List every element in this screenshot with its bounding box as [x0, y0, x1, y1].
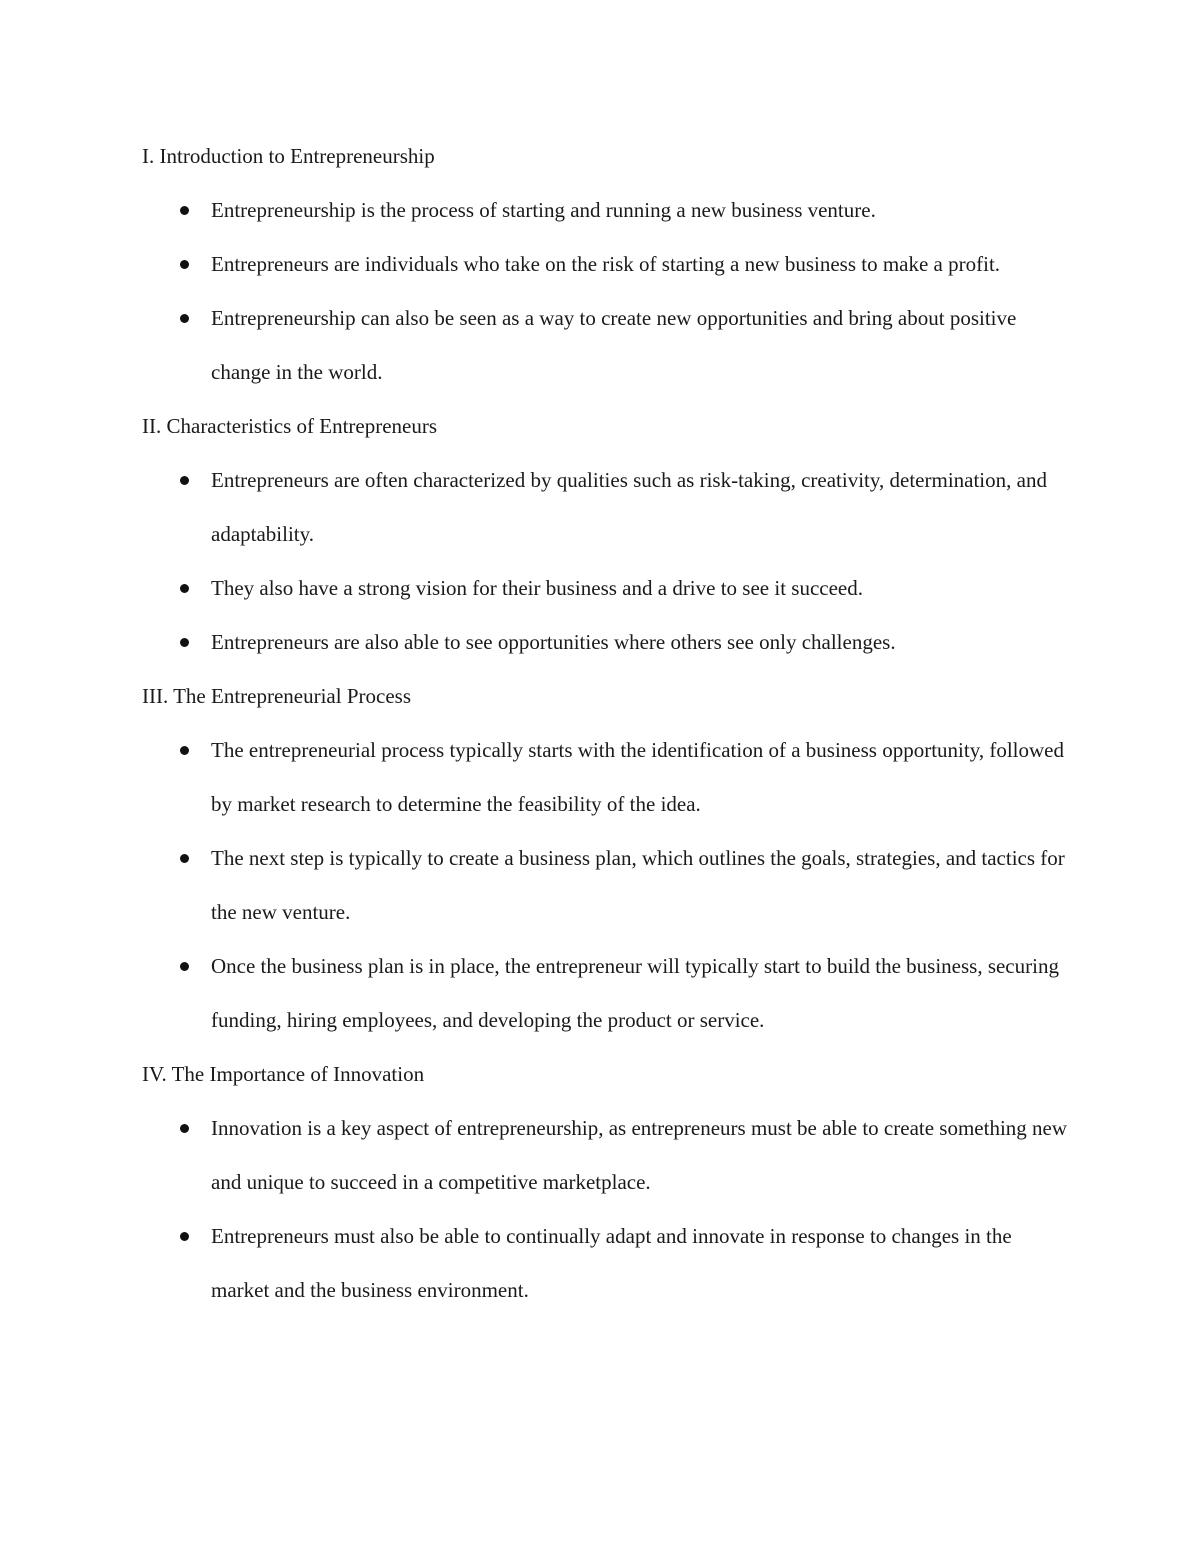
section-innovation — [142, 1047, 1072, 1317]
bullet-list — [142, 1101, 1072, 1317]
bullet-icon — [180, 1232, 189, 1241]
bullet-icon — [180, 746, 189, 755]
list-item-text: Entrepreneurs are often characterized by qualities such as risk-taking, creativity, determination, and adaptability. — [211, 468, 1047, 546]
list-item — [142, 723, 1072, 831]
document-body — [142, 129, 1072, 1317]
list-item — [142, 1101, 1072, 1209]
list-item — [142, 561, 1072, 615]
bullet-icon — [180, 314, 189, 323]
list-item-text: The next step is typically to create a business plan, which outlines the goals, strategies, and tactics for the new venture. — [211, 846, 1065, 924]
bullet-icon — [180, 206, 189, 215]
list-item-text: The entrepreneurial process typically starts with the identification of a business opportunity, followed by market research to determine the feasibility of the idea. — [211, 738, 1064, 816]
list-item-text: Entrepreneurship can also be seen as a way to create new opportunities and bring about positive change in the world. — [211, 306, 1017, 384]
list-item — [142, 183, 1072, 237]
bullet-icon — [180, 260, 189, 269]
bullet-list — [142, 723, 1072, 1047]
list-item — [142, 237, 1072, 291]
section-heading: II. Characteristics of Entrepreneurs — [142, 414, 438, 438]
list-item — [142, 939, 1072, 1047]
bullet-icon — [180, 638, 189, 647]
bullet-icon — [180, 962, 189, 971]
section-entrepreneurial-process — [142, 669, 1072, 1047]
list-item-text: Once the business plan is in place, the entrepreneur will typically start to build the business, securing funding, hiring employees, and developing the product or service. — [211, 954, 1059, 1032]
section-heading: IV. The Importance of Innovation — [142, 1062, 425, 1086]
list-item — [142, 453, 1072, 561]
list-item — [142, 1209, 1072, 1317]
list-item-text: They also have a strong vision for their business and a drive to see it succeed. — [211, 576, 863, 600]
bullet-list — [142, 453, 1072, 669]
section-introduction — [142, 129, 1072, 399]
list-item — [142, 291, 1072, 399]
list-item-text: Entrepreneurs must also be able to continually adapt and innovate in response to changes in the market and the business environment. — [211, 1224, 1012, 1302]
section-heading: III. The Entrepreneurial Process — [142, 684, 412, 708]
bullet-icon — [180, 584, 189, 593]
list-item-text: Innovation is a key aspect of entrepreneurship, as entrepreneurs must be able to create something new and unique to succeed in a competitive marketplace. — [211, 1116, 1068, 1194]
list-item-text: Entrepreneurs are also able to see opportunities where others see only challenges. — [211, 630, 896, 654]
list-item — [142, 615, 1072, 669]
bullet-icon — [180, 476, 189, 485]
list-item — [142, 831, 1072, 939]
bullet-icon — [180, 1124, 189, 1133]
bullet-list — [142, 183, 1072, 399]
list-item-text: Entrepreneurs are individuals who take on the risk of starting a new business to make a profit. — [211, 252, 1001, 276]
section-heading: I. Introduction to Entrepreneurship — [142, 144, 435, 168]
list-item-text: Entrepreneurship is the process of starting and running a new business venture. — [211, 198, 876, 222]
bullet-icon — [180, 854, 189, 863]
section-characteristics — [142, 399, 1072, 669]
